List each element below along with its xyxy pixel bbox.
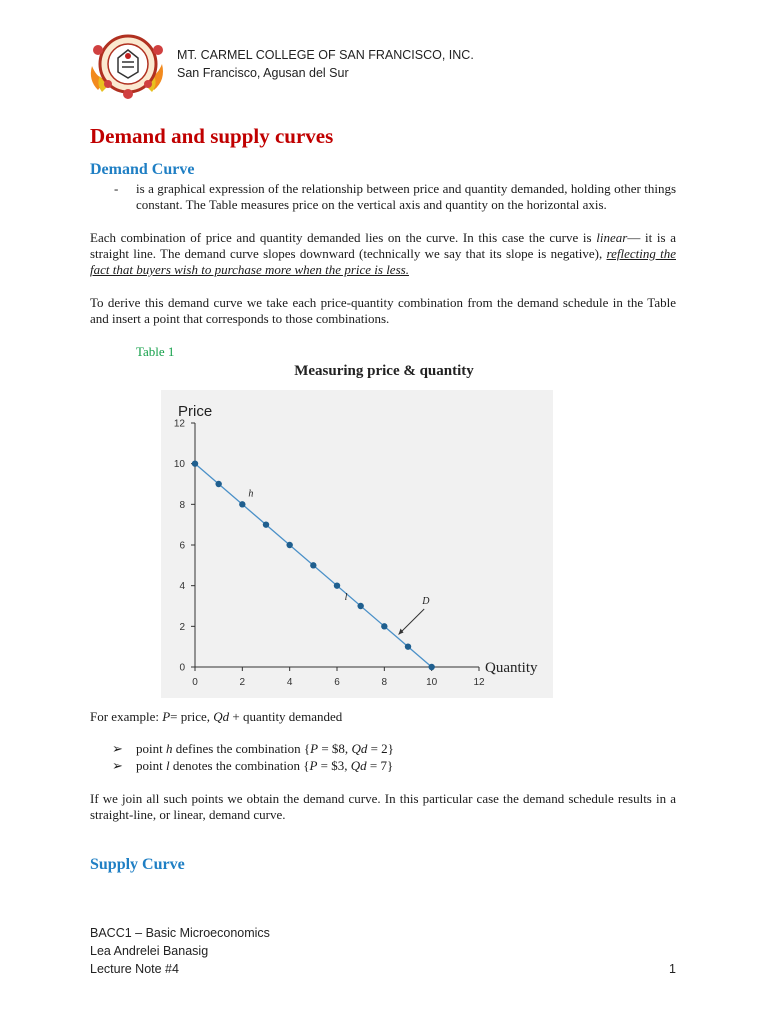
p1-linear: linear: [596, 230, 628, 245]
footer-author: Lea Andrelei Banasig: [90, 944, 209, 958]
example-qd: Qd: [213, 709, 230, 724]
y-tick-label: 4: [179, 581, 185, 593]
y-tick-label: 8: [179, 499, 185, 511]
data-point: [357, 603, 363, 609]
p1-text-b: — it is a straight line. The demand curve slopes downward (technically we say that its slope is negative),: [90, 230, 676, 261]
example-c: + quantity demanded: [229, 709, 343, 724]
bullet-dash: -: [114, 181, 119, 196]
annotation-D: D: [422, 595, 430, 607]
example-b: = price,: [170, 709, 214, 724]
bullet-arrow-icon: ➢: [112, 741, 123, 756]
chart-background: [161, 390, 553, 698]
demand-chart: [161, 390, 553, 698]
bullet-text: point: [136, 758, 166, 773]
x-tick-label: 0: [192, 677, 198, 688]
x-tick-label: 10: [426, 677, 438, 688]
data-point: [381, 623, 387, 629]
point-l-bullet: [112, 758, 393, 774]
bullet-text: = 2}: [367, 741, 394, 756]
data-point: [263, 521, 269, 527]
example-line: [90, 709, 342, 725]
data-point: [239, 501, 245, 507]
annotation-h: h: [248, 488, 254, 500]
x-tick-label: 12: [473, 677, 485, 688]
data-point: [286, 542, 292, 548]
page-number: 1: [669, 962, 676, 976]
bullet-point: h: [165, 741, 173, 756]
bullet-p: P: [310, 741, 319, 756]
data-point: [192, 460, 198, 466]
bullet-point: l: [165, 758, 170, 773]
derive-paragraph: To derive this demand curve we take each price-quantity combination from the demand schedule in the Table and insert a point that corresponds to those combinations.: [90, 295, 676, 326]
page-title: Demand and supply curves: [90, 124, 334, 148]
bullet-text: defines the combination {: [172, 741, 311, 756]
table-label: Table 1: [136, 344, 175, 359]
data-point: [405, 643, 411, 649]
data-point: [215, 481, 221, 487]
x-tick-label: 4: [286, 677, 293, 688]
annotation-l: l: [344, 592, 348, 603]
demand-curve-heading: Demand Curve: [90, 161, 195, 178]
college-logo: [84, 32, 172, 102]
bullet-qd: Qd: [351, 741, 368, 756]
x-tick-label: 2: [239, 677, 246, 688]
footer-course: BACC1 – Basic Microeconomics: [90, 926, 270, 940]
chart-title: Measuring price & quantity: [294, 363, 474, 379]
footer-note: Lecture Note #4: [90, 962, 179, 976]
supply-curve-heading: Supply Curve: [90, 856, 185, 873]
bullet-text: = 7}: [366, 758, 394, 773]
example-p: P: [162, 709, 171, 724]
bullet-text: = $8,: [318, 741, 352, 756]
y-tick-label: 0: [179, 662, 185, 674]
bullet-p: P: [309, 758, 318, 773]
institution-location: San Francisco, Agusan del Sur: [177, 66, 349, 80]
x-tick-label: 6: [334, 677, 340, 688]
linear-paragraph: [90, 230, 676, 278]
bullet-arrow-icon: ➢: [112, 758, 123, 773]
y-tick-label: 12: [173, 418, 185, 430]
data-point: [310, 562, 316, 568]
data-point: [428, 664, 434, 670]
p1-text-a: Each combination of price and quantity demanded lies on the curve. In this case the curve is: [90, 230, 597, 245]
point-h-bullet: [112, 741, 394, 757]
y-tick-label: 2: [179, 621, 185, 633]
bullet-qd: Qd: [350, 758, 367, 773]
demand-definition: is a graphical expression of the relationship between price and quantity demanded, holding other things constant. The Table measures price on the vertical axis and quantity on the horizontal axis.: [136, 181, 676, 212]
p1-underlined: reflecting the fact that buyers wish to purchase more when the price is less.: [90, 246, 676, 277]
join-paragraph: If we join all such points we obtain the demand curve. In this particular case the demand schedule results in a straight-line, or linear, demand curve.: [90, 791, 676, 822]
y-axis-label: Price: [178, 403, 213, 420]
data-point: [334, 582, 340, 588]
x-tick-label: 8: [381, 677, 388, 688]
y-tick-label: 10: [173, 459, 185, 471]
x-axis-label: Quantity: [485, 660, 538, 676]
bullet-text: denotes the combination {: [169, 758, 310, 773]
y-tick-label: 6: [179, 540, 185, 552]
bullet-text: point: [136, 741, 166, 756]
bullet-text: = $3,: [317, 758, 351, 773]
example-a: For example:: [90, 709, 163, 724]
institution-name: MT. CARMEL COLLEGE OF SAN FRANCISCO, INC.: [177, 48, 474, 62]
